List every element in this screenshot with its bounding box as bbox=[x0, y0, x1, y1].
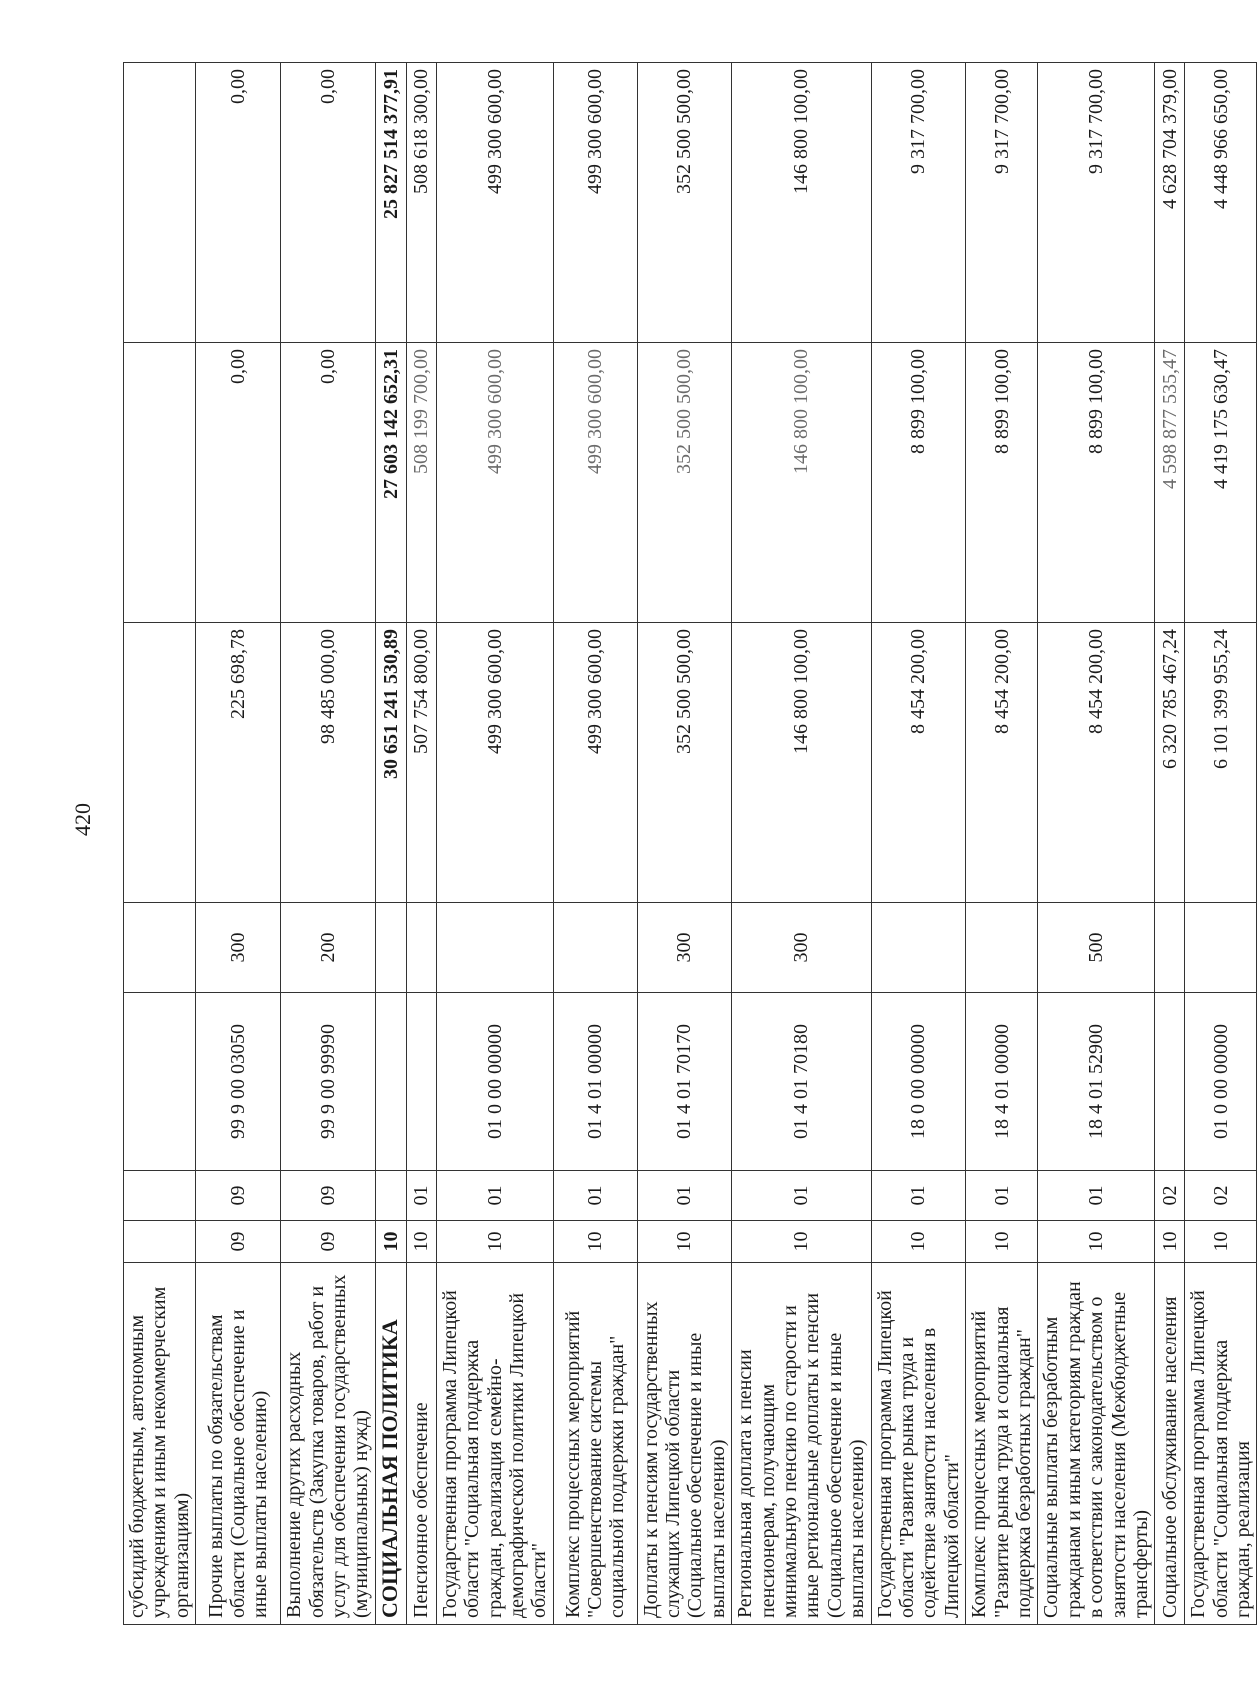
section-code: 10 bbox=[1155, 1221, 1185, 1263]
row-description: Пенсионное обеспечение bbox=[406, 1263, 436, 1625]
subsection-code: 01 bbox=[732, 1171, 871, 1221]
section-code bbox=[124, 1221, 196, 1263]
section-code: 10 bbox=[375, 1221, 406, 1263]
target-article-code: 01 0 00 00000 bbox=[1185, 993, 1257, 1171]
amount-year-3: 499 300 600,00 bbox=[553, 63, 637, 343]
amount-year-2: 499 300 600,00 bbox=[553, 343, 637, 623]
expense-type-code: 300 bbox=[196, 903, 281, 993]
amount-year-3: 508 618 300,00 bbox=[406, 63, 436, 343]
section-code: 10 bbox=[553, 1221, 637, 1263]
section-code: 09 bbox=[196, 1221, 281, 1263]
subsection-code: 02 bbox=[1155, 1171, 1185, 1221]
amount-year-2 bbox=[124, 343, 196, 623]
table-row bbox=[1038, 63, 1155, 1625]
target-article-code: 01 4 01 70170 bbox=[637, 993, 732, 1171]
amount-year-2: 8 899 100,00 bbox=[966, 343, 1038, 623]
section-code: 10 bbox=[637, 1221, 732, 1263]
target-article-code: 01 4 01 70180 bbox=[732, 993, 871, 1171]
amount-year-2: 508 199 700,00 bbox=[406, 343, 436, 623]
section-code: 10 bbox=[436, 1221, 553, 1263]
amount-year-2: 0,00 bbox=[196, 343, 281, 623]
table-row bbox=[1155, 63, 1185, 1625]
amount-year-2: 0,00 bbox=[281, 343, 376, 623]
expense-type-code: 300 bbox=[637, 903, 732, 993]
expense-type-code bbox=[406, 903, 436, 993]
row-description: субсидий бюджетным, автономным учреждениям и иным некоммерческим организациям) bbox=[124, 1263, 196, 1625]
amount-year-3: 0,00 bbox=[281, 63, 376, 343]
subsection-code bbox=[124, 1171, 196, 1221]
table-row bbox=[436, 63, 553, 1625]
target-article-code: 18 0 00 00000 bbox=[871, 993, 966, 1171]
row-description: Комплекс процессных мероприятий "Развитие рынка труда и социальная поддержка безработных граждан" bbox=[966, 1263, 1038, 1625]
target-article-code bbox=[375, 993, 406, 1171]
amount-year-3: 0,00 bbox=[196, 63, 281, 343]
target-article-code: 99 9 00 99990 bbox=[281, 993, 376, 1171]
amount-year-2: 352 500 500,00 bbox=[637, 343, 732, 623]
section-code: 09 bbox=[281, 1221, 376, 1263]
section-code: 10 bbox=[1185, 1221, 1257, 1263]
amount-year-1: 499 300 600,00 bbox=[553, 623, 637, 903]
amount-year-3: 146 800 100,00 bbox=[732, 63, 871, 343]
amount-year-1: 352 500 500,00 bbox=[637, 623, 732, 903]
table-row bbox=[966, 63, 1038, 1625]
row-description: СОЦИАЛЬНАЯ ПОЛИТИКА bbox=[375, 1263, 406, 1625]
row-description: Государственная программа Липецкой области "Социальная поддержка граждан, реализация семейно-демографической политики Липецкой области" bbox=[436, 1263, 553, 1625]
section-code: 10 bbox=[871, 1221, 966, 1263]
section-code: 10 bbox=[966, 1221, 1038, 1263]
expense-type-code bbox=[375, 903, 406, 993]
subsection-code: 01 bbox=[966, 1171, 1038, 1221]
target-article-code: 18 4 01 52900 bbox=[1038, 993, 1155, 1171]
target-article-code: 01 4 01 00000 bbox=[553, 993, 637, 1171]
rotated-page bbox=[123, 63, 1255, 1625]
expense-type-code bbox=[966, 903, 1038, 993]
expense-type-code bbox=[871, 903, 966, 993]
subsection-code: 01 bbox=[406, 1171, 436, 1221]
table-row bbox=[871, 63, 966, 1625]
table-row bbox=[281, 63, 376, 1625]
amount-year-1: 8 454 200,00 bbox=[1038, 623, 1155, 903]
subsection-code: 01 bbox=[1038, 1171, 1155, 1221]
subsection-code: 01 bbox=[871, 1171, 966, 1221]
section-code: 10 bbox=[406, 1221, 436, 1263]
expense-type-code: 200 bbox=[281, 903, 376, 993]
amount-year-1: 225 698,78 bbox=[196, 623, 281, 903]
table-row bbox=[375, 63, 406, 1625]
table-row bbox=[732, 63, 871, 1625]
target-article-code: 01 0 00 00000 bbox=[436, 993, 553, 1171]
amount-year-1: 499 300 600,00 bbox=[436, 623, 553, 903]
budget-table bbox=[123, 62, 1257, 1625]
amount-year-1: 98 485 000,00 bbox=[281, 623, 376, 903]
row-description: Комплекс процессных мероприятий "Совершенствование системы социальной поддержки граждан" bbox=[553, 1263, 637, 1625]
expense-type-code bbox=[124, 903, 196, 993]
table-row bbox=[1185, 63, 1257, 1625]
expense-type-code: 500 bbox=[1038, 903, 1155, 993]
amount-year-3 bbox=[124, 63, 196, 343]
amount-year-1: 8 454 200,00 bbox=[871, 623, 966, 903]
table-row bbox=[637, 63, 732, 1625]
amount-year-2: 4 598 877 535,47 bbox=[1155, 343, 1185, 623]
row-description: Выполнение других расходных обязательств (Закупка товаров, работ и услуг для обеспечения государственных (муниципальных) нужд) bbox=[281, 1263, 376, 1625]
table-row bbox=[124, 63, 196, 1625]
amount-year-1: 507 754 800,00 bbox=[406, 623, 436, 903]
amount-year-3: 25 827 514 377,91 bbox=[375, 63, 406, 343]
page-number: 420 bbox=[70, 803, 95, 836]
amount-year-1: 6 320 785 467,24 bbox=[1155, 623, 1185, 903]
amount-year-3: 4 448 966 650,00 bbox=[1185, 63, 1257, 343]
amount-year-1: 30 651 241 530,89 bbox=[375, 623, 406, 903]
subsection-code: 02 bbox=[1185, 1171, 1257, 1221]
amount-year-3: 9 317 700,00 bbox=[966, 63, 1038, 343]
amount-year-2: 8 899 100,00 bbox=[1038, 343, 1155, 623]
subsection-code: 09 bbox=[281, 1171, 376, 1221]
subsection-code: 01 bbox=[637, 1171, 732, 1221]
row-description: Социальные выплаты безработным гражданам и иным категориям граждан в соответствии с законодательством о занятости населения (Межбюджетные трансферты) bbox=[1038, 1263, 1155, 1625]
amount-year-2: 499 300 600,00 bbox=[436, 343, 553, 623]
expense-type-code bbox=[436, 903, 553, 993]
subsection-code: 09 bbox=[196, 1171, 281, 1221]
target-article-code bbox=[124, 993, 196, 1171]
amount-year-3: 4 628 704 379,00 bbox=[1155, 63, 1185, 343]
target-article-code bbox=[1155, 993, 1185, 1171]
table-row bbox=[553, 63, 637, 1625]
amount-year-3: 9 317 700,00 bbox=[1038, 63, 1155, 343]
amount-year-1: 6 101 399 955,24 bbox=[1185, 623, 1257, 903]
target-article-code bbox=[406, 993, 436, 1171]
table-row bbox=[406, 63, 436, 1625]
row-description: Доплаты к пенсиям государственных служащих Липецкой области (Социальное обеспечение и иные выплаты населению) bbox=[637, 1263, 732, 1625]
section-code: 10 bbox=[732, 1221, 871, 1263]
expense-type-code bbox=[553, 903, 637, 993]
table-row bbox=[196, 63, 281, 1625]
amount-year-2: 27 603 142 652,31 bbox=[375, 343, 406, 623]
subsection-code bbox=[375, 1171, 406, 1221]
expense-type-code: 300 bbox=[732, 903, 871, 993]
row-description: Государственная программа Липецкой области "Развитие рынка труда и содействие занятости населения в Липецкой области" bbox=[871, 1263, 966, 1625]
amount-year-3: 499 300 600,00 bbox=[436, 63, 553, 343]
subsection-code: 01 bbox=[553, 1171, 637, 1221]
amount-year-3: 352 500 500,00 bbox=[637, 63, 732, 343]
amount-year-2: 146 800 100,00 bbox=[732, 343, 871, 623]
row-description: Прочие выплаты по обязательствам области (Социальное обеспечение и иные выплаты населению) bbox=[196, 1263, 281, 1625]
target-article-code: 18 4 01 00000 bbox=[966, 993, 1038, 1171]
row-description: Социальное обслуживание населения bbox=[1155, 1263, 1185, 1625]
target-article-code: 99 9 00 03050 bbox=[196, 993, 281, 1171]
row-description: Государственная программа Липецкой области "Социальная поддержка граждан, реализация bbox=[1185, 1263, 1257, 1625]
subsection-code: 01 bbox=[436, 1171, 553, 1221]
expense-type-code bbox=[1155, 903, 1185, 993]
row-description: Региональная доплата к пенсии пенсионерам, получающим минимальную пенсию по старости и иные региональные доплаты к пенсии (Социальное обеспечение и иные выплаты населению) bbox=[732, 1263, 871, 1625]
amount-year-1 bbox=[124, 623, 196, 903]
amount-year-1: 146 800 100,00 bbox=[732, 623, 871, 903]
expense-type-code bbox=[1185, 903, 1257, 993]
amount-year-1: 8 454 200,00 bbox=[966, 623, 1038, 903]
amount-year-3: 9 317 700,00 bbox=[871, 63, 966, 343]
section-code: 10 bbox=[1038, 1221, 1155, 1263]
amount-year-2: 4 419 175 630,47 bbox=[1185, 343, 1257, 623]
amount-year-2: 8 899 100,00 bbox=[871, 343, 966, 623]
